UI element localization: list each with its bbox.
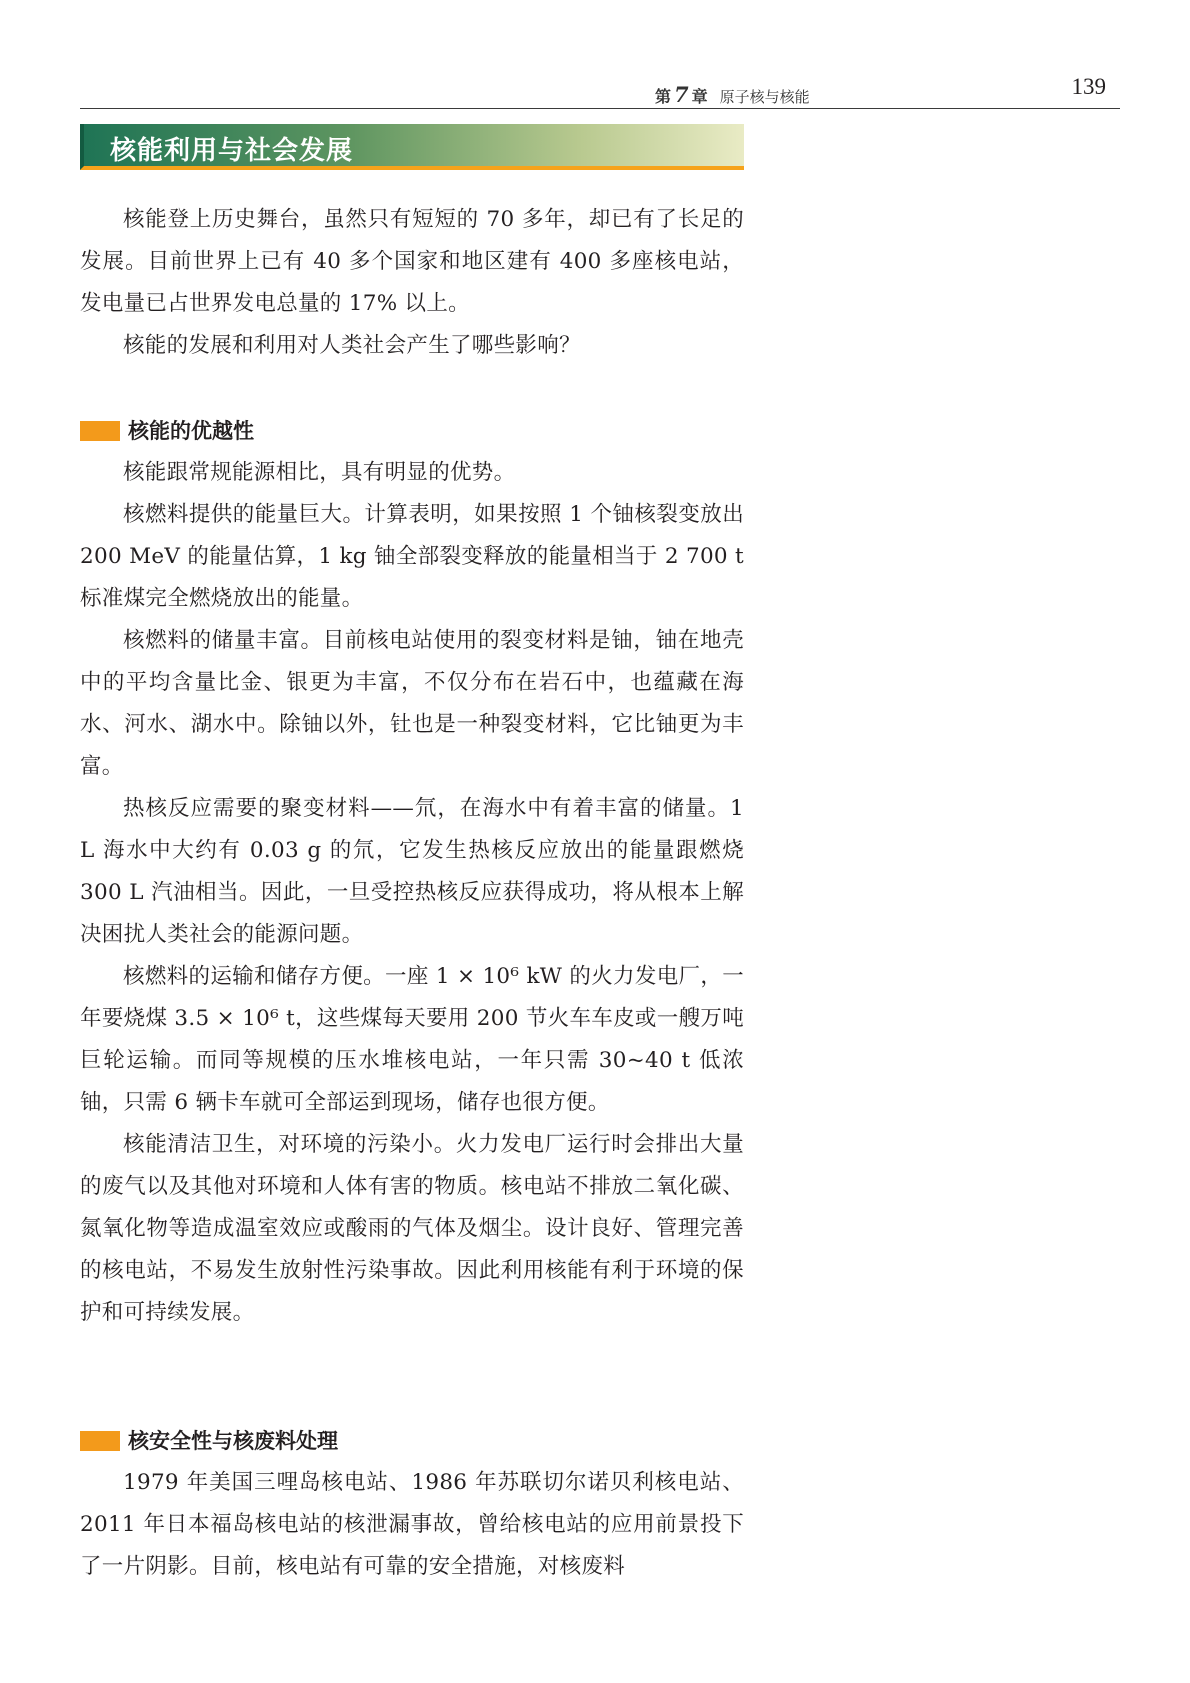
advantages-heading-text: 核能的优越性 [128,419,254,443]
intro-paragraph: 核能的发展和利用对人类社会产生了哪些影响？ [123,333,581,358]
intro-paragraph: 核能登上历史舞台，虽然只有短短的 70 多年，却已有了长足的发展。目前世界上已有 40 多个国家和地区建有 400 多座核电站，发电量已占世界发电总量的 17% 以上。 [80,207,744,316]
page-header [80,70,1120,109]
heading-marker-icon [80,421,120,441]
chapter-title: 原子核与核能 [719,88,810,106]
safety-section [80,1420,744,1588]
chapter-prefix: 第 [655,87,672,106]
advantages-paragraph: 核燃料的运输和储存方便。一座 1 × 10⁶ kW 的火力发电厂，一年要烧煤 3.5 × 10⁶ t，这些煤每天要用 200 节火车车皮或一艘万吨巨轮运输。而同等规模的压水堆核电站，一年只需 30~40 t 低浓铀，只需 6 辆卡车就可全部运到现场，储存也很方便。 [80,964,744,1115]
advantages-paragraph: 核能跟常规能源相比，具有明显的优势。 [123,460,516,485]
advantages-paragraph: 核燃料的储量丰富。目前核电站使用的裂变材料是铀，铀在地壳中的平均含量比金、银更为丰富，不仅分布在岩石中，也蕴藏在海水、河水、湖水中。除铀以外，钍也是一种裂变材料，它比铀更为丰富。 [80,628,744,779]
section-banner [80,124,744,170]
advantages-heading [80,410,744,452]
chapter-number: 7 [674,82,689,107]
advantages-paragraph: 热核反应需要的聚变材料——氘，在海水中有着丰富的储量。1 L 海水中大约有 0.03 g 的氘，它发生热核反应放出的能量跟燃烧 300 L 汽油相当。因此，一旦受控热核反应获得成功，将从根本上解决困扰人类社会的能源问题。 [80,796,744,947]
safety-heading [80,1420,744,1462]
safety-heading-text: 核安全性与核废料处理 [128,1429,338,1453]
intro-section [80,199,744,367]
advantages-paragraph: 核燃料提供的能量巨大。计算表明，如果按照 1 个铀核裂变放出 200 MeV 的能量估算，1 kg 铀全部裂变释放的能量相当于 2 700 t 标准煤完全燃烧放出的能量。 [80,502,744,611]
page-number: 139 [1071,74,1106,99]
chapter-info [655,82,810,107]
safety-paragraph: 1979 年美国三哩岛核电站、1986 年苏联切尔诺贝利核电站、2011 年日本福岛核电站的核泄漏事故，曾给核电站的应用前景投下了一片阴影。目前，核电站有可靠的安全措施，对核废料 [80,1470,744,1579]
section-title: 核能利用与社会发展 [110,136,354,166]
advantages-paragraph: 核能清洁卫生，对环境的污染小。火力发电厂运行时会排出大量的废气以及其他对环境和人体有害的物质。核电站不排放二氧化碳、氮氧化物等造成温室效应或酸雨的气体及烟尘。设计良好、管理完善的核电站，不易发生放射性污染事故。因此利用核能有利于环境的保护和可持续发展。 [80,1132,744,1325]
advantages-section [80,410,744,1334]
heading-marker-icon [80,1431,120,1451]
chapter-suffix: 章 [691,87,708,106]
